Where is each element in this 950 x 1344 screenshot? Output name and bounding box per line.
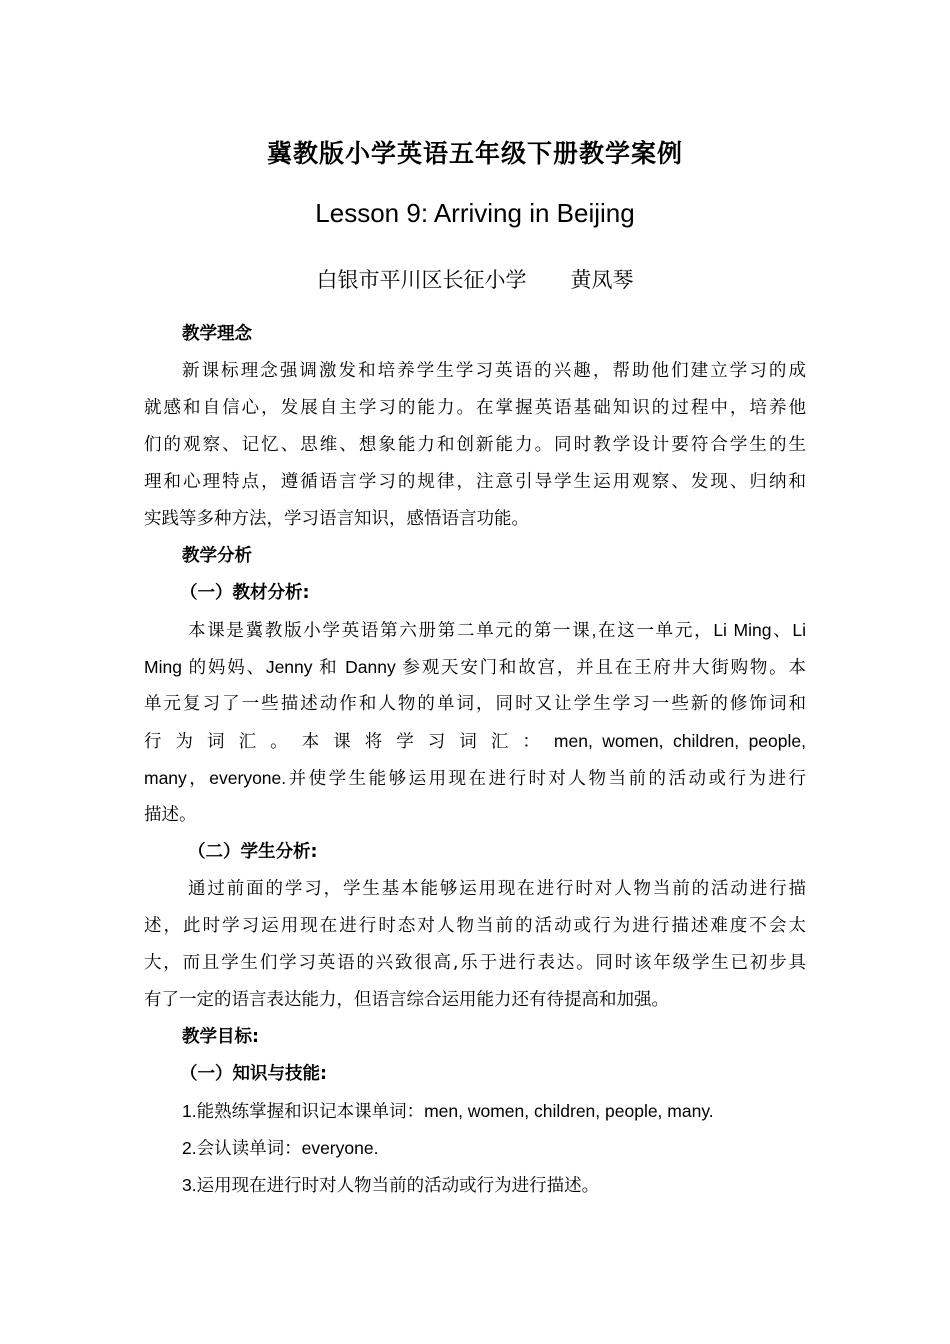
list-item: 3.运用现在进行时对人物当前的活动或行为进行描述。 [182,1175,600,1195]
paragraph-line: Ming 的妈妈、Jenny 和 Danny 参观天安门和故宫，并且在王府井大街购物。本 [144,657,806,677]
paragraph-line: 述，此时学习运用现在进行时态对人物当前的活动或行为进行描述难度不会太 [144,916,806,936]
author-school: 白银市平川区长征小学 [316,268,527,292]
section-heading-analysis: 教学分析 [182,546,252,566]
author-name: 黄凤琴 [570,268,634,292]
list-item: 2.会认读单词：everyone. [182,1138,379,1158]
document-body [144,316,806,1204]
paragraph-line: 新课标理念强调激发和培养学生学习英语的兴趣，帮助他们建立学习的成 [182,361,806,381]
paragraph-line: 描述。 [144,805,197,825]
paragraph-line: 行 为 词 汇 。 本 课 将 学 习 词 汇 ： men, women, children, people, [144,731,806,751]
paragraph-line: 通过前面的学习，学生基本能够运用现在进行时对人物当前的活动进行描 [188,879,806,899]
section-heading-goals: 教学目标: [182,1027,259,1047]
paragraph-line: 实践等多种方法，学习语言知识，感悟语言功能。 [144,509,529,529]
section-heading-philosophy: 教学理念 [182,324,252,344]
subsection-heading-student: （二）学生分析: [188,842,318,862]
paragraph-line: 有了一定的语言表达能力，但语言综合运用能力还有待提高和加强。 [144,990,669,1010]
paragraph-line: 单元复习了一些描述动作和人物的单词，同时又让学生学习一些新的修饰词和 [144,694,806,714]
paragraph-line: 本课是冀教版小学英语第六册第二单元的第一课,在这一单元，Li Ming、Li [188,620,806,640]
document-title-chinese: 冀教版小学英语五年级下册教学案例 [266,139,683,168]
paragraph-line: 大，而且学生们学习英语的兴致很高,乐于进行表达。同时该年级学生已初步具 [144,953,806,973]
subsection-heading-knowledge: （一）知识与技能: [180,1064,327,1084]
document-title-english: Lesson 9: Arriving in Beijing [315,198,635,228]
paragraph-line: 就感和自信心，发展自主学习的能力。在掌握英语基础知识的过程中，培养他 [144,398,806,418]
paragraph-line: many，everyone.并使学生能够运用现在进行时对人物当前的活动或行为进行 [144,768,806,788]
subsection-heading-material: （一）教材分析: [180,583,310,603]
list-item: 1.能熟练掌握和识记本课单词：men, women, children, people, many. [182,1101,714,1121]
paragraph-line: 们的观察、记忆、思维、想象能力和创新能力。同时教学设计要符合学生的生 [144,435,806,455]
author-line [0,264,950,294]
paragraph-line: 理和心理特点，遵循语言学习的规律，注意引导学生运用观察、发现、归纳和 [144,472,806,492]
